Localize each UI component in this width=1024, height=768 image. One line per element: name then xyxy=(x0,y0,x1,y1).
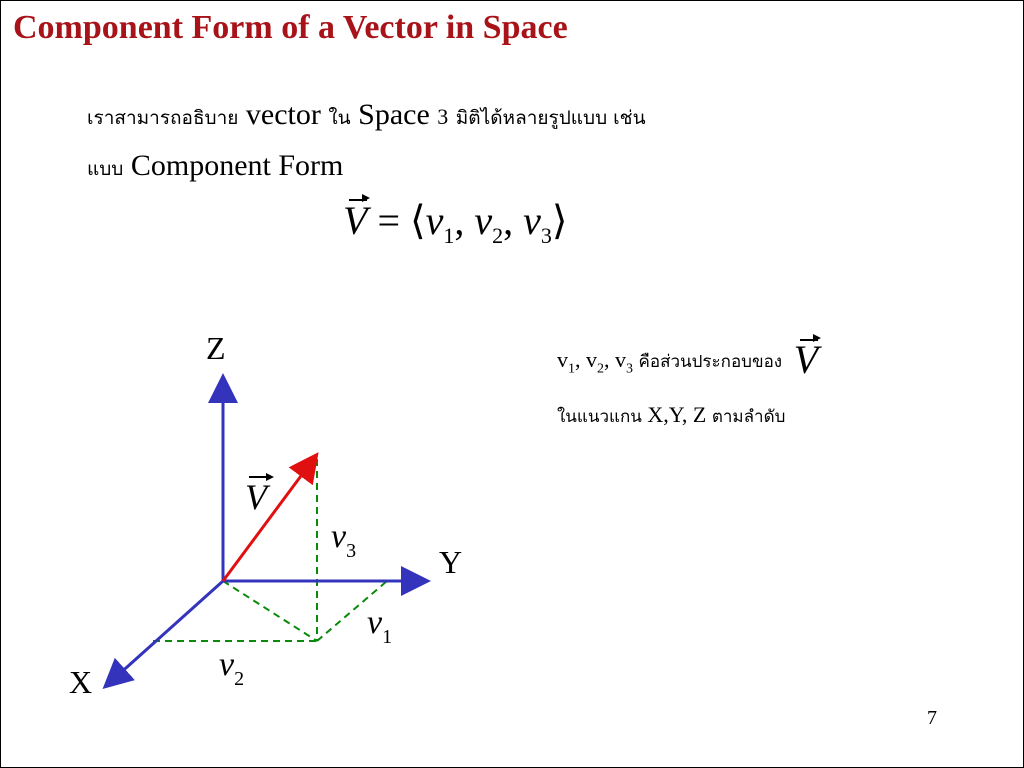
intro-thai-c: มิติได้หลายรูปแบบ เช่น xyxy=(455,107,646,129)
desc-thai-a: คือส่วนประกอบของ xyxy=(638,352,783,372)
x-axis-label: X xyxy=(69,664,93,700)
equation-v2: $v_2$ xyxy=(474,198,504,248)
equation-left-angle: ⟨ xyxy=(410,198,426,243)
equation-equals: = xyxy=(377,198,400,243)
intro-space-word: Space xyxy=(358,98,430,131)
v3-label: $v_3$ xyxy=(331,518,357,562)
v1-label: $v_1$ xyxy=(367,604,393,648)
vector-label-arrowhead xyxy=(266,473,274,481)
intro-thai-form: แบบ xyxy=(87,158,124,180)
equation-v1: $v_1$ xyxy=(425,198,455,248)
desc-thai-c: ตามลำดับ xyxy=(711,407,786,428)
equation-right-angle: ⟩ xyxy=(551,198,568,243)
description-line-1: $v_1$, $v_2$, $v_3$ คือส่วนประกอบของ V xyxy=(557,337,819,382)
intro-vector-word: vector xyxy=(245,98,321,131)
x-axis xyxy=(107,581,223,685)
desc-v3: $v_3$ xyxy=(615,347,633,377)
desc-v2: $v_2$ xyxy=(586,347,604,377)
page-number: 7 xyxy=(927,707,937,729)
v2-label: $v_2$ xyxy=(219,646,245,690)
z-axis-label: Z xyxy=(206,330,226,366)
y-axis-label: Y xyxy=(439,544,463,580)
intro-dimension-number: 3 xyxy=(437,104,449,129)
equation-v3: $v_3$ xyxy=(523,198,552,248)
slide-title: Component Form of a Vector in Space xyxy=(13,9,568,46)
vector-diagram xyxy=(1,1,1023,767)
equation-comma-1: , xyxy=(454,198,465,243)
equation-vector-symbol: V xyxy=(343,198,368,243)
equation-comma-2: , xyxy=(503,198,514,243)
vector-label: V xyxy=(245,477,267,517)
intro-thai-a: เราสามารถอธิบาย xyxy=(87,107,239,129)
desc-thai-b: ในแนวแกน xyxy=(557,407,642,428)
base-dashed-line xyxy=(223,581,317,641)
intro-component-form: Component Form xyxy=(130,149,344,182)
desc-vector-symbol: V xyxy=(793,337,819,382)
desc-axes: X,Y, Z xyxy=(647,402,707,428)
desc-v1: $v_1$ xyxy=(557,347,575,377)
intro-thai-b: ใน xyxy=(328,107,351,129)
